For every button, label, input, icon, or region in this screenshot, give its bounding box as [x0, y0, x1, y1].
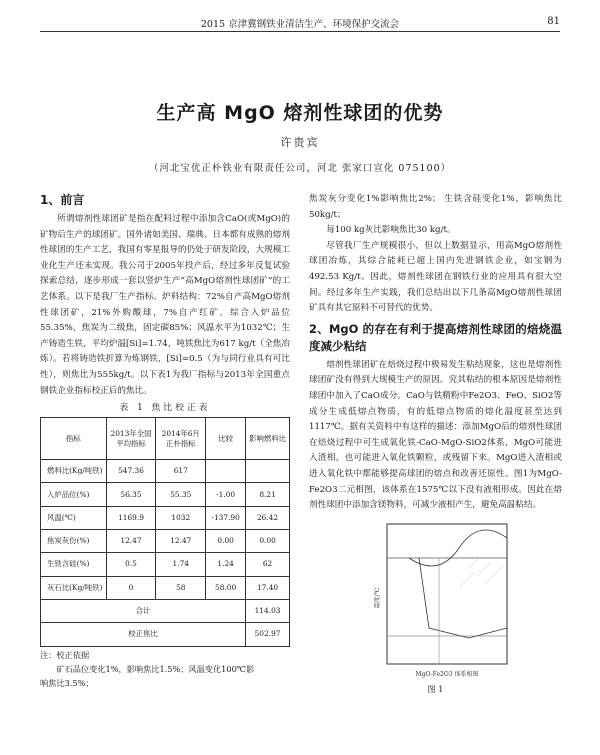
section-2-heading: 2、MgO 的存在有利于提高熔剂性球团的焙烧温度减少粘结 [309, 321, 562, 353]
table-cell: 56.35 [106, 483, 156, 506]
table-cell: 55.35 [156, 483, 206, 506]
table-note: 响焦比3.5%； [40, 677, 94, 688]
table-1-caption: 表 1 焦比校正表 [119, 403, 211, 414]
y-axis-label: 温度/℃ [374, 587, 381, 609]
table-cell: 焦炭灰份(%) [41, 530, 107, 553]
running-header [40, 16, 560, 32]
right-column [309, 192, 562, 698]
section-1-heading: 1、前言 [40, 193, 85, 207]
table-corrected-row [41, 623, 290, 646]
summary-paragraph: 尽管我厂生产规模很小，但以上数据显示，用高MgO熔剂性球团冶炼，其综合能耗已超上国内先进钢铁企业，如宝钢为492.53 Kg/t。因此，熔剂性球团在钢铁行业的应用具有很大空间。经过多年生产实践，我们总结出以下几条高MgO熔剂性球团矿具有其它原料不可替代的优势。 [309, 240, 562, 314]
table-cell: 0 [106, 576, 156, 599]
table-1 [40, 417, 290, 646]
section-2-paragraph: 熔剂性球团矿在焙烧过程中极易发生粘结现象，这也是熔剂性球团矿没有得到大规模生产的原因。究其粘结的根本原因是熔剂性球团中加入了CaO成分。CaO与铁精粉中Fe2O3、FeO、SiO2等成分生成低熔点物质，有的低熔点物质的熔化温度甚至达到1117℃。据有关资料中有这样的描述：添加MgO后的熔剂性球团在焙烧过程中可生成氧化铁-CaO-MgO-SiO2体系，MgO可能进入渣相，也可能进入氧化铁颗粒，或残留下来。MgO进入渣相或进入氧化铁中都能够提高球团的熔点和改善还原性。图1为MgO-Fe2O3二元相图，该体系在1575℃以下没有液相形成。因此在熔剂性球团中添加含镁物料，可减少液相产生，避免高温粘结。 [309, 359, 562, 511]
table-cell: 58.00 [206, 576, 246, 599]
table-cell [246, 460, 290, 483]
correction-basis-line: 焦炭灰分变化1%影响焦比2%； 生铁含硅变化1%，影响焦比50kg/t； [309, 194, 562, 220]
table-header-row [41, 418, 290, 460]
table-notes-heading: 注：校正依据 [40, 649, 90, 660]
table-total-row [41, 599, 290, 622]
table-cell: 12.47 [156, 530, 206, 553]
table-corrected-label: 校正焦比 [41, 623, 246, 646]
table-cell: 8.21 [246, 483, 290, 506]
table-cell: 入炉品位(%) [41, 483, 107, 506]
table-note: 矿石品位变化1%，影响焦比1.5%；风温变化100℃影 [56, 663, 255, 674]
table-cell: 58 [156, 576, 206, 599]
table-cell: -1.00 [206, 483, 246, 506]
table-cell: 17.40 [246, 576, 290, 599]
table-cell: 0.00 [206, 530, 246, 553]
figure-1-caption: 图 1 [427, 685, 444, 695]
table-cell: 1169.9 [106, 506, 156, 529]
article-author: 许贵宾 [280, 136, 320, 149]
phase-diagram [309, 518, 562, 684]
page-number: 81 [547, 16, 560, 27]
table-row [41, 576, 290, 599]
table-total-value: 114.03 [246, 599, 290, 622]
table-cell: 1032 [156, 506, 206, 529]
running-header-title: 2015 京津冀钢铁业清洁生产、环境保护交流会 [200, 19, 400, 30]
table-header-cell: 指标 [41, 418, 107, 460]
table-cell: 547.36 [106, 460, 156, 483]
figure-sub-caption: MgO-Fe2O3 体系相图 [415, 670, 479, 678]
table-row [41, 460, 290, 483]
table-cell: 26.42 [246, 506, 290, 529]
table-header-cell: 影响燃料比 [246, 418, 290, 460]
table-cell [206, 460, 246, 483]
table-cell: 62 [246, 553, 290, 576]
table-cell: 风温(℃) [41, 506, 107, 529]
section-1-paragraph: 所谓熔剂性球团矿是指在配料过程中添加含CaO(或MgO)的矿物后生产的球团矿。国外诸如美国、瑞典、日本都有成熟的熔剂性球团的生产工艺，我国有零星报导的仍处于研发阶段，大规模工业化生产还未实现。我公司于2005年投产后，经过多年反复试验探索总结，逐步形成一套以竖炉生产“高MgO熔剂性球团矿”的工艺体系。以下是我厂生产指标。炉料结构：72%自产高MgO熔剂性球团矿，21%外购酸球，7%自产红矿。综合入炉品位55.35%，焦炭为二级焦，固定碳85%；风温水平为1032℃；生产铸造生铁，平均炉温[Si]=1.74，吨铁焦比为617 kg/t（全焦冶炼）。若将铸造铁折算为炼钢铁，[Si]=0.5（为与同行业具有可比性），则焦比为555kg/t。以下表1为我厂指标与2013年全国重点钢铁企业指标校正后的焦比。 [40, 214, 290, 396]
article-affiliation: （河北宝优正朴铁业有限责任公司，河北 张家口宣化 075100） [148, 163, 452, 174]
table-cell: 燃料比(Kg/吨铁) [41, 460, 107, 483]
table-row [41, 530, 290, 553]
table-total-label: 合计 [41, 599, 246, 622]
table-row [41, 553, 290, 576]
table-row [41, 506, 290, 529]
table-header-cell: 2014年6月正朴指标 [156, 418, 206, 460]
table-header-cell: 2013年全国平均指标 [106, 418, 156, 460]
left-column [40, 192, 290, 690]
table-cell: 617 [156, 460, 206, 483]
table-row [41, 483, 290, 506]
article-title: 生产高 MgO 熔剂性球团的优势 [156, 102, 444, 124]
correction-basis-line: 每100 kg灰比影响焦比30 kg/t。 [326, 225, 456, 236]
table-cell: 0.00 [246, 530, 290, 553]
table-corrected-value: 502.97 [246, 623, 290, 646]
table-cell: 1.74 [156, 553, 206, 576]
table-cell: 生铁含硅(%) [41, 553, 107, 576]
table-cell: 1.24 [206, 553, 246, 576]
table-cell: 0.5 [106, 553, 156, 576]
phase-diagram-frame [387, 524, 507, 664]
table-cell: -137.90 [206, 506, 246, 529]
table-header-cell: 比较 [206, 418, 246, 460]
table-cell: 12.47 [106, 530, 156, 553]
figure-1 [309, 518, 562, 698]
table-cell: 灰石比(Kg/吨铁) [41, 576, 107, 599]
